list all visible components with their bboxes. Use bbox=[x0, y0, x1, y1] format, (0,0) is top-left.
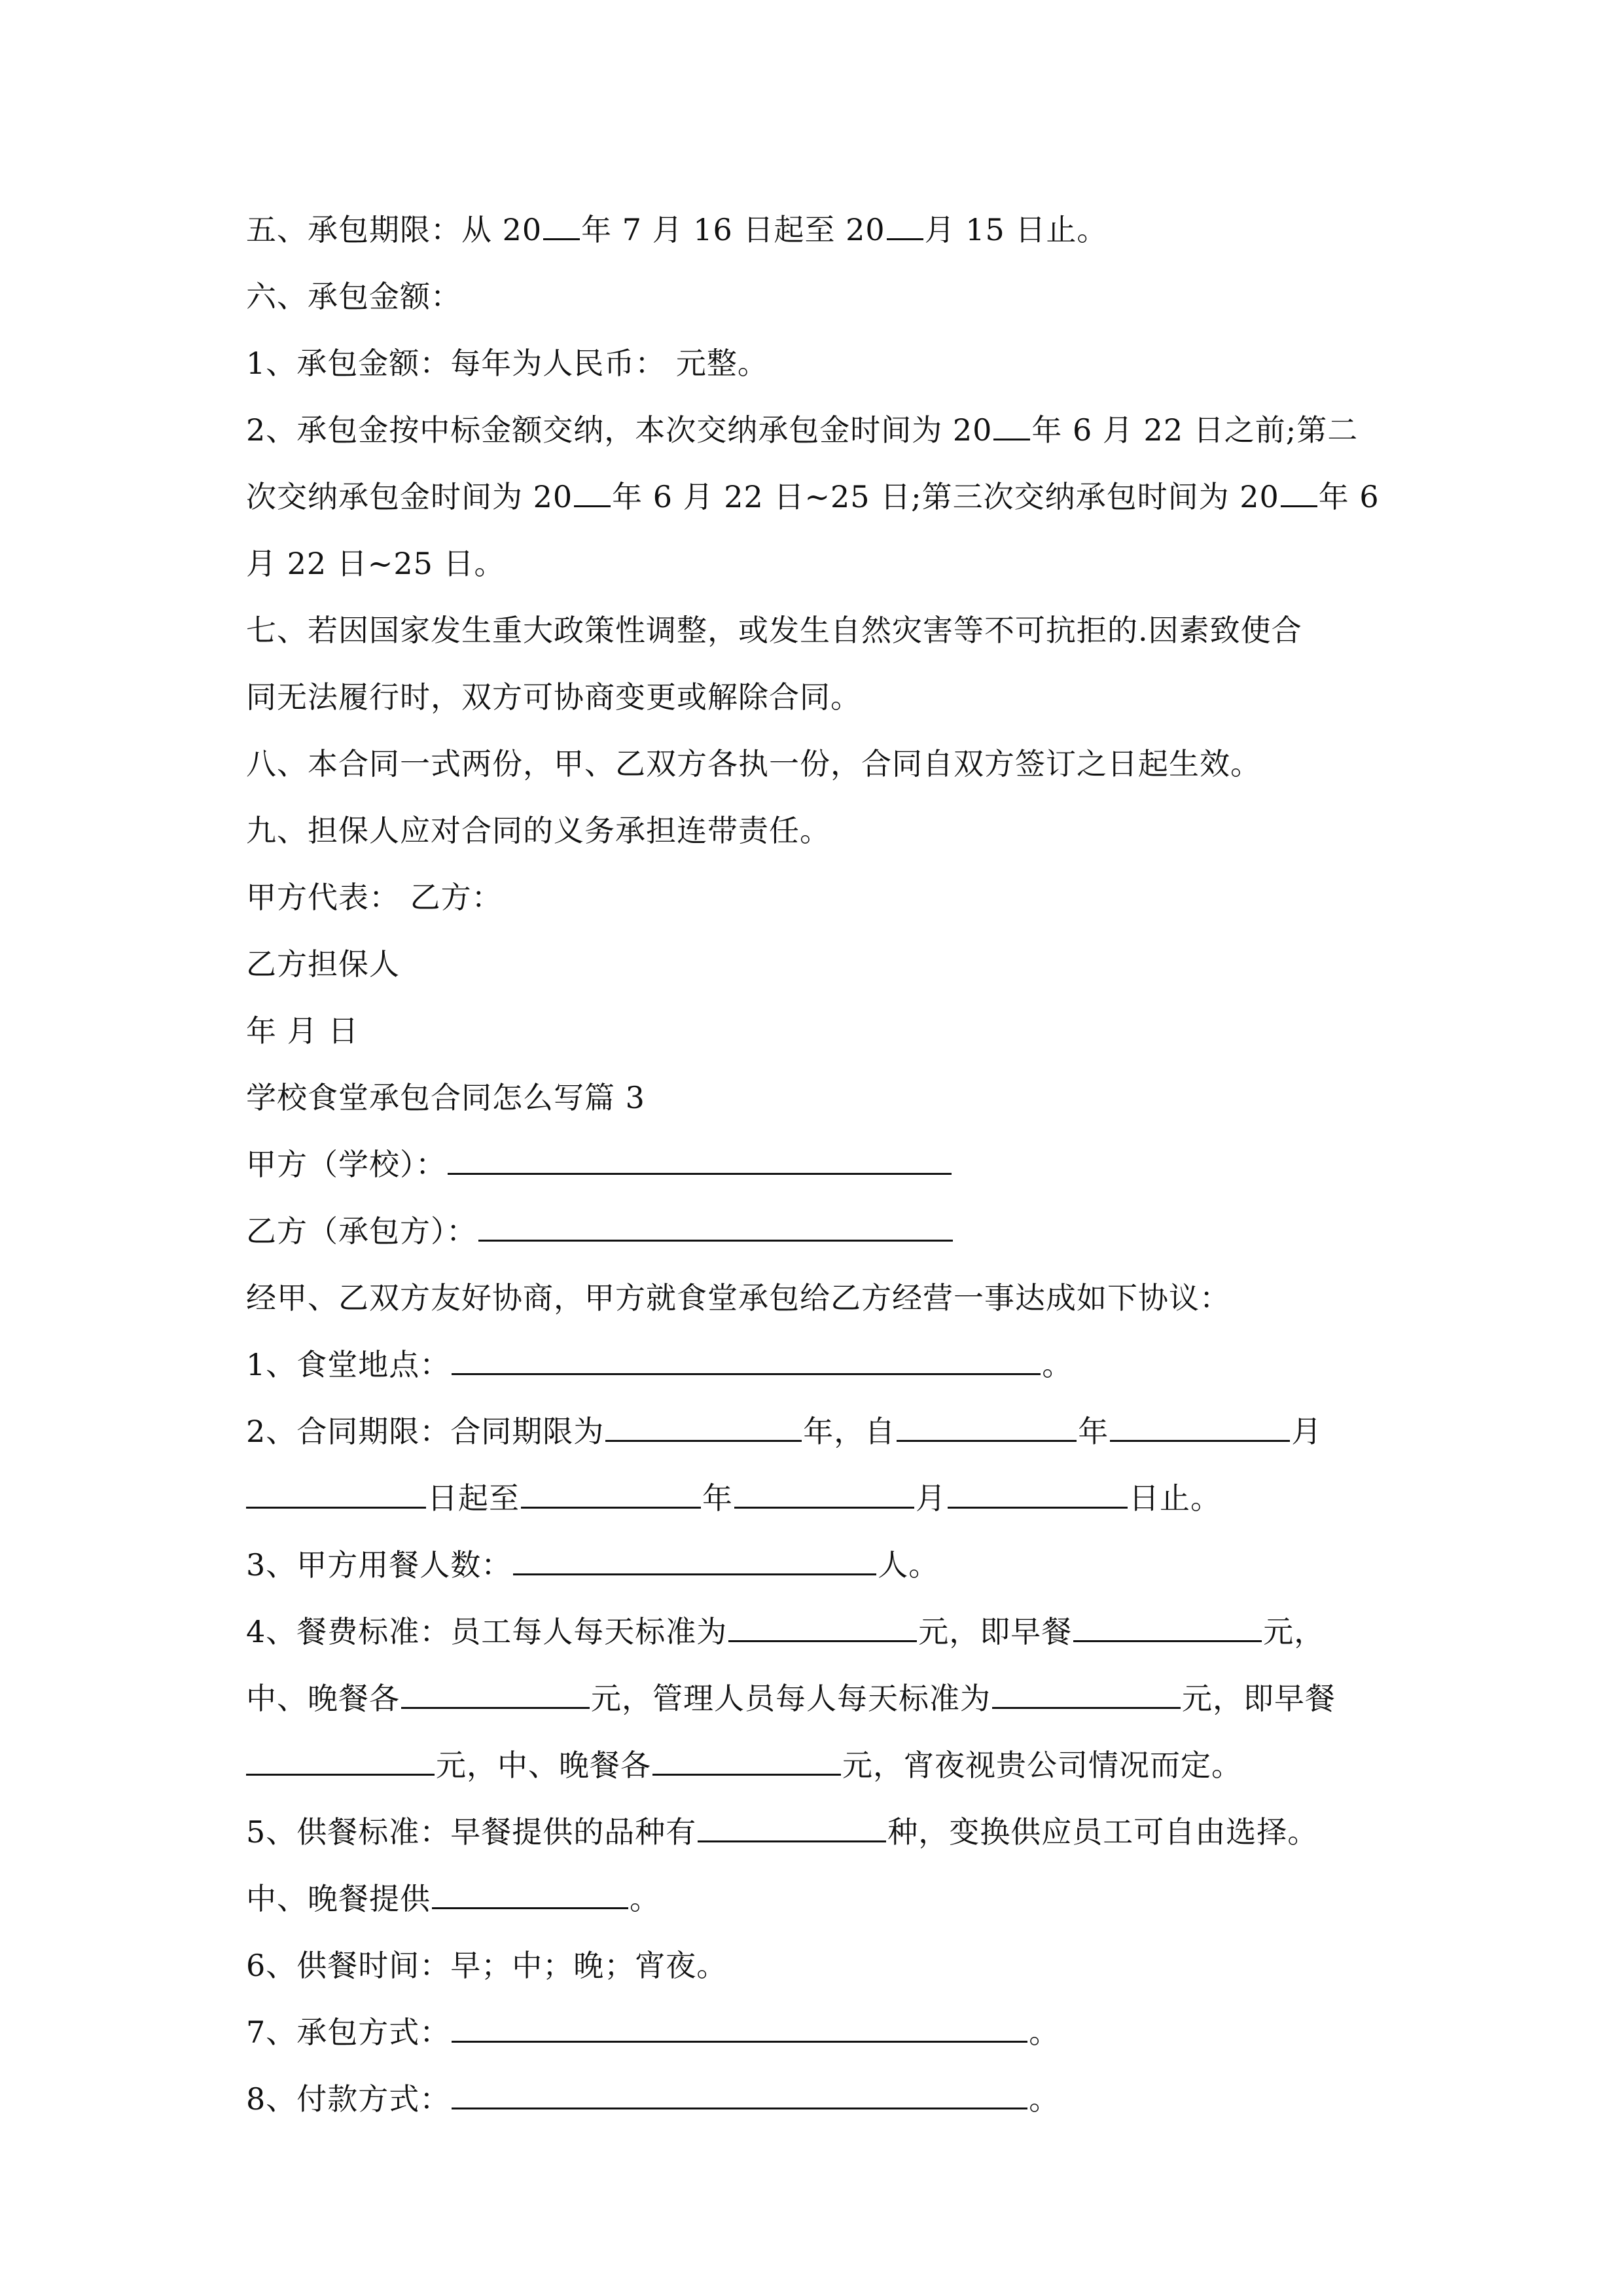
text-segment: 元，即早餐 bbox=[918, 1614, 1073, 1649]
item-3-diners bbox=[246, 1532, 1388, 1598]
fill-blank bbox=[401, 1681, 590, 1709]
text-segment: 2、承包金按中标金额交纳，本次交纳承包金时间为 20 bbox=[246, 412, 993, 448]
text-segment: 3、甲方用餐人数： bbox=[246, 1547, 512, 1583]
text-segment: 次交纳承包金时间为 20 bbox=[246, 479, 573, 514]
clause-5-term bbox=[246, 196, 1388, 263]
item-5-meal-standard-line-2 bbox=[246, 1865, 1388, 1932]
fill-blank bbox=[574, 479, 611, 507]
text-segment: 年 6 月 22 日~25 日;第三次交纳承包时间为 20 bbox=[612, 479, 1279, 514]
item-4-meal-fee-line-2 bbox=[246, 1665, 1388, 1732]
text-segment: 月 bbox=[1291, 1414, 1323, 1449]
text-segment: 4、餐费标准：员工每人每天标准为 bbox=[246, 1614, 728, 1649]
fill-blank bbox=[734, 1480, 914, 1509]
text-segment: 种，变换供应员工可自由选择。 bbox=[887, 1814, 1319, 1850]
text-segment: 7、承包方式： bbox=[246, 2015, 451, 2050]
fill-blank bbox=[432, 1881, 628, 1909]
fill-blank bbox=[948, 1480, 1128, 1509]
signature-date: 年 月 日 bbox=[246, 1013, 359, 1049]
contract-body bbox=[246, 196, 1388, 2132]
text-segment: 。 bbox=[1029, 2081, 1060, 2117]
fill-blank bbox=[452, 2081, 1027, 2109]
text-segment: 元，宵夜视贵公司情况而定。 bbox=[842, 1748, 1242, 1783]
text-segment: 月 bbox=[916, 1480, 946, 1516]
agreement-intro: 经甲、乙双方友好协商，甲方就食堂承包给乙方经营一事达成如下协议： bbox=[246, 1280, 1230, 1316]
text-segment: 年 7 月 16 日起至 20 bbox=[581, 212, 885, 247]
fill-blank bbox=[452, 1347, 1041, 1375]
item-2-term-line-2 bbox=[246, 1465, 1388, 1532]
text-segment: 年 bbox=[1078, 1414, 1109, 1449]
clause-6-heading: 六、承包金额： bbox=[246, 279, 461, 314]
text-segment: 年 6 bbox=[1318, 479, 1380, 514]
text-segment: 年，自 bbox=[803, 1414, 896, 1449]
text-segment: 元，中、晚餐各 bbox=[436, 1748, 651, 1783]
fill-blank bbox=[246, 1480, 426, 1509]
signature-guarantor: 乙方担保人 bbox=[246, 946, 400, 982]
text-segment: 年 bbox=[702, 1480, 733, 1516]
fill-blank bbox=[521, 1480, 701, 1509]
item-8-payment-mode bbox=[246, 2066, 1388, 2132]
fill-blank bbox=[452, 2015, 1027, 2043]
item-4-meal-fee-line-3 bbox=[246, 1732, 1388, 1799]
party-b-line bbox=[246, 1198, 1388, 1265]
text-segment: 年 6 月 22 日之前;第二 bbox=[1031, 412, 1359, 448]
text-segment: 。 bbox=[1042, 1347, 1073, 1382]
text-segment: 元， bbox=[1263, 1614, 1325, 1649]
signature-parties: 甲方代表： 乙方： bbox=[246, 880, 503, 915]
clause-7-line-2: 同无法履行时，双方可协商变更或解除合同。 bbox=[246, 679, 861, 715]
text-segment: 。 bbox=[1029, 2015, 1060, 2050]
fill-blank bbox=[478, 1213, 953, 1242]
text-segment: 日止。 bbox=[1129, 1480, 1221, 1516]
text-segment: 日起至 bbox=[427, 1480, 520, 1516]
fill-blank bbox=[543, 212, 580, 240]
fill-blank bbox=[652, 1748, 841, 1776]
text-segment: 2、合同期限：合同期限为 bbox=[246, 1414, 605, 1449]
text-segment: 5、供餐标准：早餐提供的品种有 bbox=[246, 1814, 697, 1850]
item-2-term-line-1 bbox=[246, 1398, 1388, 1465]
fill-blank bbox=[1110, 1414, 1290, 1442]
text-segment: 1、食堂地点： bbox=[246, 1347, 451, 1382]
text-segment: 月 15 日止。 bbox=[924, 212, 1108, 247]
fill-blank bbox=[993, 412, 1030, 440]
fill-blank bbox=[728, 1614, 917, 1642]
text-segment: 元，即早餐 bbox=[1182, 1681, 1336, 1716]
item-6-meal-time: 6、供餐时间：早；中；晚；宵夜。 bbox=[246, 1948, 728, 1983]
item-7-contract-mode bbox=[246, 1999, 1388, 2066]
fill-blank bbox=[1073, 1614, 1262, 1642]
text-segment: 8、付款方式： bbox=[246, 2081, 451, 2117]
text-segment: 中、晚餐提供 bbox=[246, 1881, 431, 1916]
clause-7-line-1: 七、若因国家发生重大政策性调整，或发生自然灾害等不可抗拒的.因素致使合 bbox=[246, 613, 1302, 648]
item-4-meal-fee-line-1 bbox=[246, 1598, 1388, 1665]
text-segment: 乙方（承包方）： bbox=[246, 1213, 477, 1249]
fill-blank bbox=[887, 212, 923, 240]
fill-blank bbox=[992, 1681, 1181, 1709]
fill-blank bbox=[897, 1414, 1077, 1442]
fill-blank bbox=[513, 1547, 876, 1575]
text-segment: 。 bbox=[630, 1881, 660, 1916]
item-1-location bbox=[246, 1331, 1388, 1398]
clause-9: 九、担保人应对合同的义务承担连带责任。 bbox=[246, 813, 830, 848]
item-5-meal-standard-line-1 bbox=[246, 1799, 1388, 1865]
party-a-line bbox=[246, 1131, 1388, 1198]
fill-blank bbox=[1281, 479, 1317, 507]
clause-6-2-line-2 bbox=[246, 463, 1388, 530]
text-segment: 人。 bbox=[878, 1547, 940, 1583]
clause-6-1: 1、承包金额：每年为人民币： 元整。 bbox=[246, 346, 768, 381]
fill-blank bbox=[698, 1814, 886, 1842]
clause-8: 八、本合同一式两份，甲、乙双方各执一份，合同自双方签订之日起生效。 bbox=[246, 746, 1261, 781]
text-segment: 甲方（学校）： bbox=[246, 1147, 446, 1182]
fill-blank bbox=[246, 1748, 435, 1776]
fill-blank bbox=[448, 1147, 952, 1175]
clause-6-2-line-1 bbox=[246, 397, 1388, 463]
text-segment: 中、晚餐各 bbox=[246, 1681, 400, 1716]
fill-blank bbox=[605, 1414, 802, 1442]
clause-6-2-line-3: 月 22 日~25 日。 bbox=[246, 546, 505, 581]
text-segment: 元，管理人员每人每天标准为 bbox=[591, 1681, 991, 1716]
section-title: 学校食堂承包合同怎么写篇 3 bbox=[246, 1080, 645, 1115]
text-segment: 五、承包期限：从 20 bbox=[246, 212, 543, 247]
